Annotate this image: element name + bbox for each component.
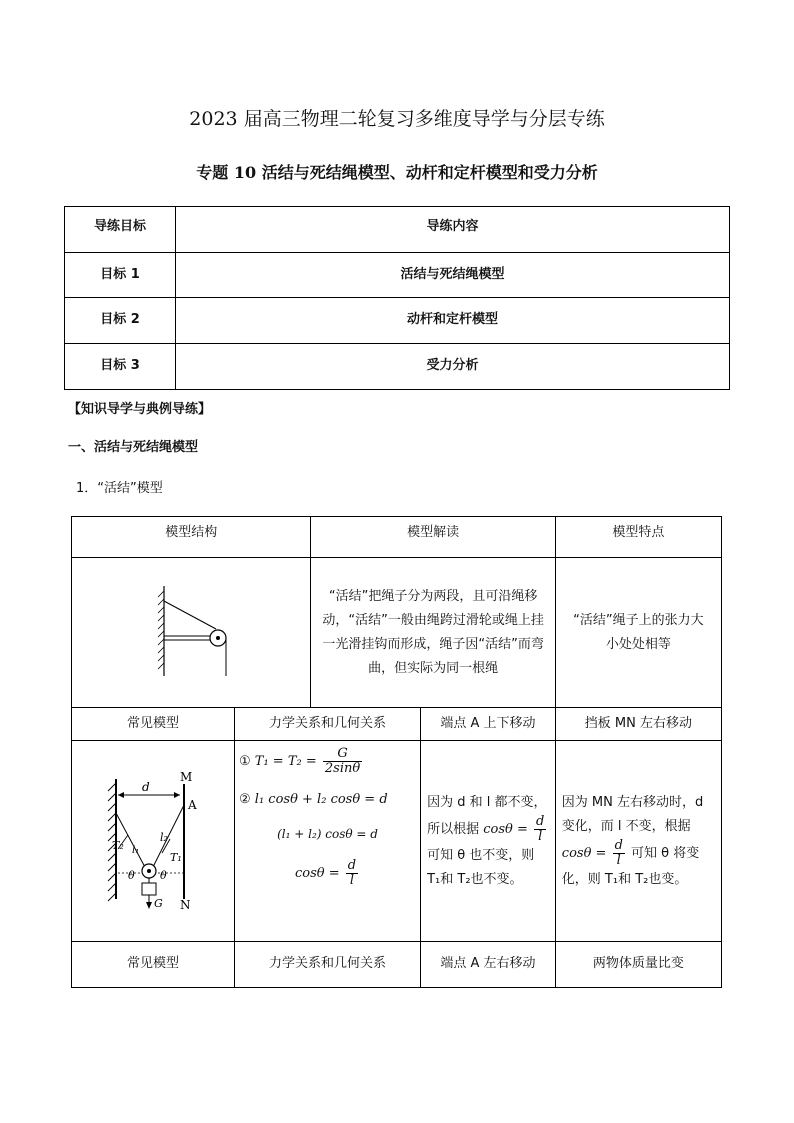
move-MN-cell	[555, 741, 721, 942]
goals-col-header: 导练目标	[65, 207, 176, 253]
label-G: G	[154, 897, 163, 909]
formula-4-den: l	[349, 873, 355, 888]
model-table	[71, 516, 722, 988]
table-row	[65, 253, 730, 298]
label-T1: T₁	[170, 851, 182, 864]
table-row	[72, 558, 722, 708]
label-T2: T₂	[112, 839, 124, 852]
move-MN-den: l	[616, 852, 621, 868]
interpretation-cell	[311, 558, 555, 708]
move-A-formula-lhs: cosθ =	[483, 821, 528, 837]
section-title: 一、活结与死结绳模型	[68, 440, 199, 455]
formula-1-lhs: T₁ = T₂ =	[254, 754, 317, 769]
label-M: M	[180, 770, 193, 784]
move-MN-text-2: 可知 θ 将变化，则 T₁和 T₂也变。	[561, 845, 700, 887]
table-header-cell: 模型解读	[311, 517, 555, 558]
formula-4-num: d	[347, 858, 357, 873]
formula-1-den: 2sinθ	[324, 761, 361, 776]
formula-cell	[235, 741, 421, 942]
table-header-cell: 挡板 MN 左右移动	[555, 708, 721, 741]
move-MN-formula-lhs: cosθ =	[561, 845, 607, 861]
formula-4	[239, 859, 416, 888]
structure-diagram-cell	[72, 558, 311, 708]
interpretation-text: “活结”把绳子分为两段，且可沿绳移动，“活结”一般由绳跨过滑轮或绳上挂一光滑挂钩而形成，绳子因“活结”而弯曲，但实际为同一根绳	[322, 588, 544, 676]
formula-1-num: G	[323, 747, 362, 762]
table-row	[72, 708, 722, 741]
formula-1-prefix: ①	[239, 754, 251, 769]
common-model-diagram-cell	[72, 741, 235, 942]
page-title: 2023 届高三物理二轮复习多维度导学与分层专练	[189, 108, 605, 130]
label-N: N	[180, 898, 191, 909]
table-header-cell: 两物体质量比变	[555, 942, 721, 988]
table-header-cell: 端点 A 左右移动	[421, 942, 556, 988]
formula-4-lhs: cosθ =	[294, 866, 340, 881]
goal-content: 动杆和定杆模型	[176, 298, 730, 344]
hanging-pulley-diagram	[88, 769, 218, 909]
move-A-explanation	[427, 791, 549, 892]
table-row	[72, 517, 722, 558]
move-A-cell	[421, 741, 556, 942]
table-header-cell: 端点 A 上下移动	[421, 708, 556, 741]
goal-label: 目标 3	[65, 344, 176, 390]
goals-header-row	[65, 207, 730, 253]
table-row	[72, 942, 722, 988]
goal-label: 目标 1	[65, 253, 176, 298]
feature-text: “活结”绳子上的张力大小处处相等	[573, 612, 704, 652]
formula-4-fraction	[346, 859, 358, 888]
label-theta-right: θ	[160, 869, 167, 882]
formula-2	[239, 792, 416, 807]
move-MN-explanation	[562, 791, 715, 892]
formula-1-fraction	[323, 747, 362, 776]
formula-1	[239, 747, 416, 776]
content-col-header: 导练内容	[176, 207, 730, 253]
formula-2-prefix: ②	[239, 792, 251, 807]
label-l1: l₁	[132, 845, 140, 856]
move-MN-fraction	[613, 839, 625, 868]
pulley-structure-diagram	[146, 581, 236, 681]
move-A-text-2: 可知 θ 也不变，则 T₁和 T₂也不变。	[427, 847, 535, 887]
table-row	[65, 344, 730, 390]
table-header-cell: 常见模型	[72, 708, 235, 741]
table-header-cell: 模型特点	[555, 517, 721, 558]
goal-content: 受力分析	[176, 344, 730, 390]
table-row	[72, 741, 722, 942]
table-header-cell: 力学关系和几何关系	[235, 942, 421, 988]
label-A: A	[188, 798, 197, 812]
move-A-den: l	[538, 828, 543, 844]
formula-2-body: l₁ cosθ + l₂ cosθ = d	[254, 792, 388, 807]
move-A-text-1: 因为 d 和 l 都不变，所以根据	[427, 794, 547, 837]
goal-content: 活结与死结绳模型	[176, 253, 730, 298]
table-row	[65, 298, 730, 344]
move-A-fraction	[534, 815, 546, 844]
label-d: d	[142, 780, 150, 794]
section-heading: 【知识导学与典例导练】	[68, 402, 212, 417]
table-header-cell: 模型结构	[72, 517, 311, 558]
label-theta-left: θ	[128, 869, 135, 882]
table-header-cell: 常见模型	[72, 942, 235, 988]
move-MN-text-1: 因为 MN 左右移动时，d 变化，而 l 不变，根据	[561, 794, 704, 834]
page-subtitle: 专题 10 活结与死结绳模型、动杆和定杆模型和受力分析	[196, 163, 598, 182]
move-A-num: d	[536, 813, 545, 829]
subsection-title: 1．“活结”模型	[76, 481, 163, 496]
table-header-cell: 力学关系和几何关系	[235, 708, 421, 741]
goal-label: 目标 2	[65, 298, 176, 344]
formula-3: (l₁ + l₂) cosθ = d	[277, 827, 378, 841]
move-MN-num: d	[614, 837, 623, 853]
label-l2: l₂	[160, 831, 168, 844]
feature-cell	[555, 558, 721, 708]
goals-table	[64, 206, 730, 390]
